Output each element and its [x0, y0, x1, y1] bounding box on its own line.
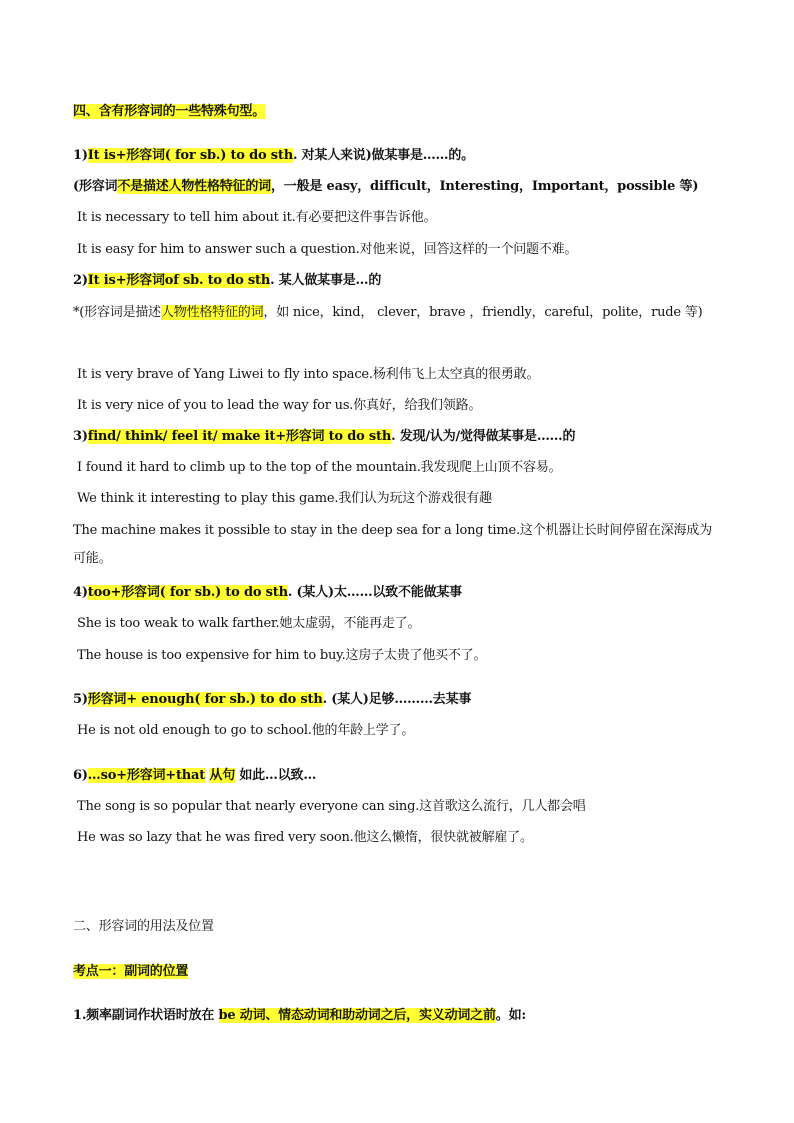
pattern-4-example-2: The house is too expensive for him to buy.这房子太贵了他买不了。	[77, 648, 487, 663]
pattern-3-example-3: The machine makes it possible to stay in the deep sea for a long time.这个机器让长时间停留在深海成为可能。	[73, 523, 712, 566]
pattern-3-example-1: I found it hard to climb up to the top of the mountain.我发现爬上山顶不容易。	[77, 460, 562, 475]
pattern-4-example-1: She is too weak to walk farther.她太虚弱，不能再走了。	[77, 616, 421, 631]
pattern-2-example-2: It is very nice of you to lead the way for us.你真好，给我们领路。	[77, 398, 482, 413]
rule-1: 1.频率副词作状语时放在 be 动词、情态动词和助动词之后，实义动词之前。如:	[73, 1008, 526, 1023]
pattern-2-example-1: It is very brave of Yang Liwei to fly into space.杨利伟飞上太空真的很勇敢。	[77, 367, 540, 382]
pattern-1: 1)It is+形容词( for sb.) to do sth. 对某人来说)做某事是……的。	[73, 148, 474, 163]
pattern-3-example-2: We think it interesting to play this game.我们认为玩这个游戏很有趣	[77, 491, 492, 506]
pattern-1-example-2: It is easy for him to answer such a question.对他来说，回答这样的一个问题不难。	[77, 242, 578, 257]
section2-title: 二、形容词的用法及位置	[73, 919, 214, 934]
pattern-2-note: *(形容词是描述人物性格特征的词，如 nice，kind， clever，brave ，friendly，careful，polite，rude 等)	[73, 305, 703, 320]
pattern-1-note: (形容词不是描述人物性格特征的词，一般是 easy，difficult，Interesting，Important，possible 等)	[73, 179, 699, 194]
pattern-5-example-1: He is not old enough to go to school.他的年龄上学了。	[77, 723, 415, 738]
kaodian-1: 考点一：副词的位置	[73, 964, 189, 979]
pattern-5: 5)形容词+ enough( for sb.) to do sth. (某人)足够………去某事	[73, 692, 472, 707]
section4-title: 四、含有形容词的一些特殊句型。	[73, 104, 266, 119]
pattern-6-example-2: He was so lazy that he was fired very soon.他这么懒惰，很快就被解雇了。	[77, 830, 533, 845]
pattern-6-example-1: The song is so popular that nearly everyone can sing.这首歌这么流行，几人都会唱	[77, 799, 586, 814]
pattern-3: 3)find/ think/ feel it/ make it+形容词 to do sth. 发现/认为/觉得做某事是……的	[73, 429, 576, 444]
pattern-6: 6)…so+形容词+that 从句 如此…以致…	[73, 768, 317, 783]
pattern-1-example-1: It is necessary to tell him about it.有必要把这件事告诉他。	[77, 210, 437, 225]
pattern-4: 4)too+形容词( for sb.) to do sth. (某人)太……以致不能做某事	[73, 585, 462, 600]
pattern-2: 2)It is+形容词of sb. to do sth. 某人做某事是…的	[73, 273, 382, 288]
